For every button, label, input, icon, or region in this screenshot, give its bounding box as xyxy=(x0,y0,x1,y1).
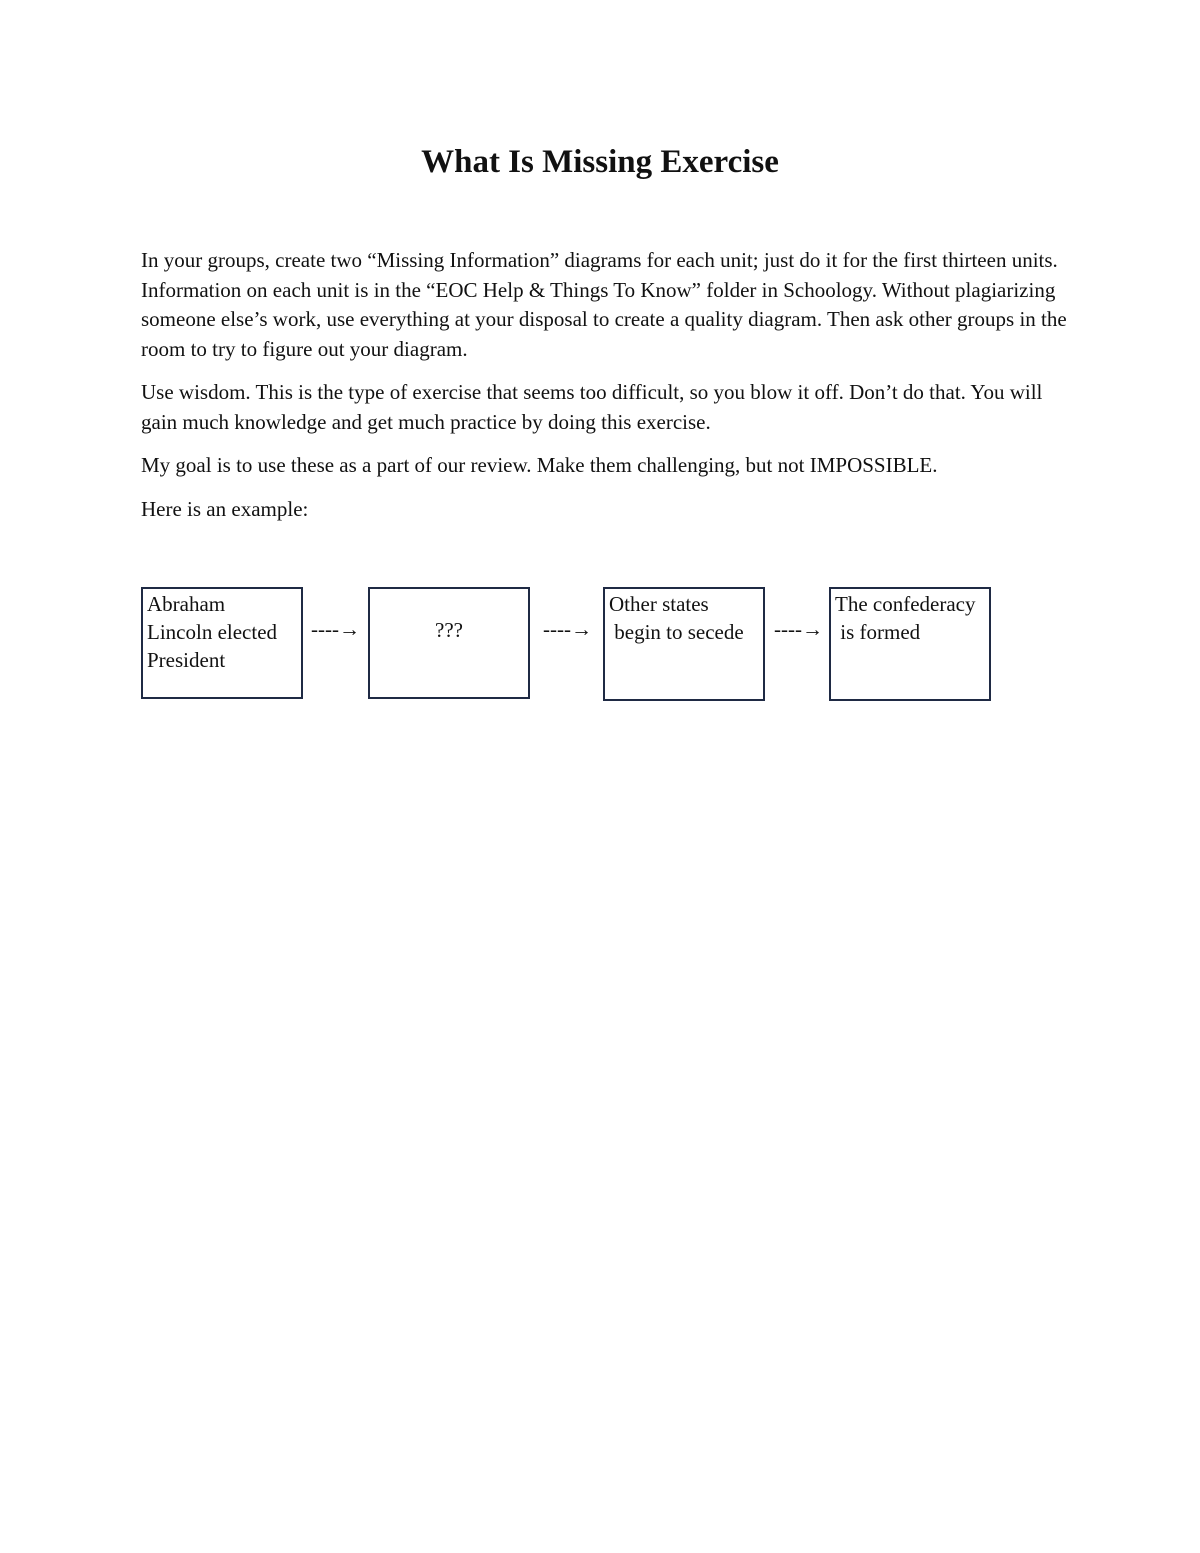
diagram-box-lincoln-elected: Abraham Lincoln elected President xyxy=(141,587,303,699)
diagram-arrow-1: ----→ xyxy=(311,617,360,641)
paragraph-example-intro: Here is an example: xyxy=(141,496,309,521)
diagram-box-states-secede: Other states begin to secede xyxy=(603,587,765,701)
paragraph-wisdom: Use wisdom. This is the type of exercise that seems too difficult, so you blow it off. Don’t do that. You will gain much knowledge and get much practice by doing this exercise. xyxy=(141,380,1043,434)
paragraph-goal: My goal is to use these as a part of our review. Make them challenging, but not IMPOSSIBLE. xyxy=(141,453,938,477)
diagram-arrow-2: ----→ xyxy=(543,617,592,641)
diagram-arrow-3: ----→ xyxy=(774,617,823,641)
paragraph-instructions: In your groups, create two “Missing Information” diagrams for each unit; just do it for the first thirteen units. Information on each unit is in the “EOC Help & Things To Know” folder in Schoology. Without plagiarizing someone else’s work, use everything at your disposal to create a quality diagram. Then ask other groups in the room to try to figure out your diagram. xyxy=(141,248,1067,361)
instructions-body xyxy=(141,246,1071,538)
page-title: What Is Missing Exercise xyxy=(421,144,779,180)
diagram-box-missing: ??? xyxy=(368,587,530,699)
diagram-box-confederacy-formed: The confederacy is formed xyxy=(829,587,991,701)
